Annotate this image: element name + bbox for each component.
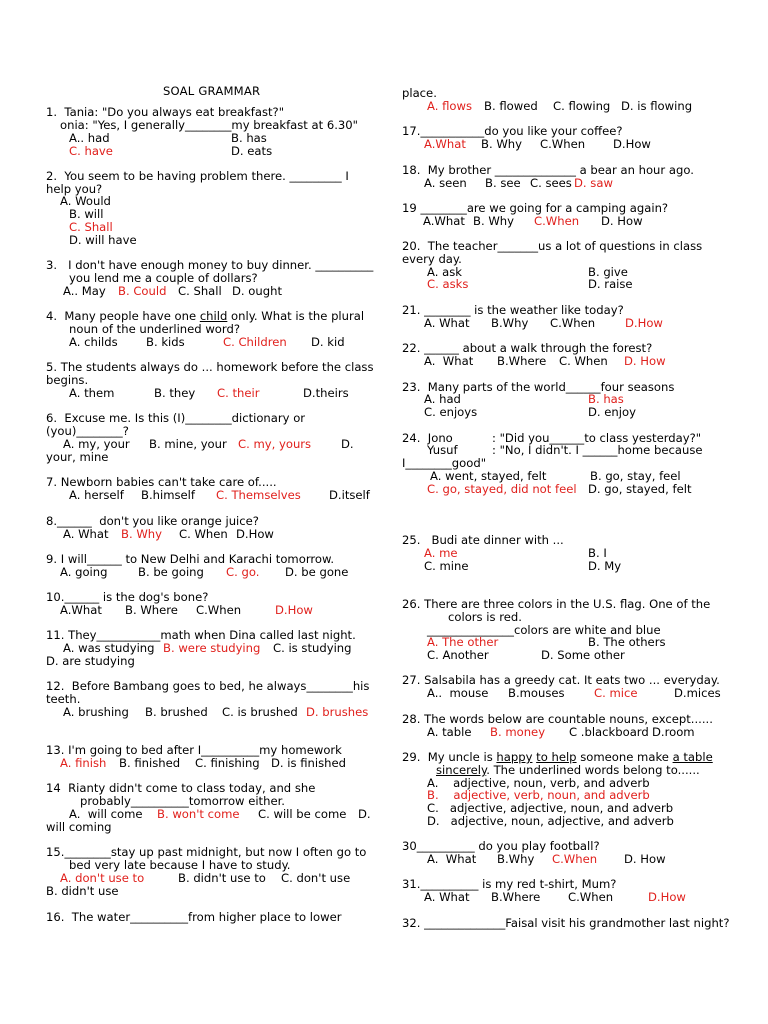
answer-option-c: C. go. — [226, 565, 260, 579]
option-a: A. had — [424, 392, 461, 406]
option-d: D. kid — [311, 335, 345, 349]
option-c: C. sees — [530, 176, 572, 190]
option-a: A. What — [424, 354, 474, 368]
option-c: C.When — [550, 316, 596, 330]
answer-option-d: D. saw — [574, 176, 613, 190]
option-b: B. didn't use to — [178, 871, 266, 885]
option-c: C.When — [196, 603, 242, 617]
answer-option-a: A.What — [424, 137, 466, 151]
option-c: C. Shall — [178, 284, 222, 298]
answer-option-a: A. The other — [427, 635, 499, 649]
option-c: C. adjective, adjective, noun, and adverb — [427, 801, 674, 815]
option-d: D.theirs — [303, 386, 349, 400]
option-d: D.How — [613, 137, 651, 151]
option-c: C. mine — [424, 559, 469, 573]
option-d: B. didn't use — [46, 884, 119, 898]
option-a: A. What — [63, 527, 109, 541]
option-a: A. brushing — [63, 705, 129, 719]
answer-option-a: A. flows — [427, 99, 473, 113]
answer-option-d: D. brushes — [306, 705, 369, 719]
answer-option-c: C. go, stayed, did not feel — [427, 482, 577, 496]
option-c: C. enjoys — [424, 405, 478, 419]
option-c: C. is studying — [273, 641, 352, 655]
answer-option-a: A. me — [424, 546, 458, 560]
option-a: A.. had — [69, 131, 110, 145]
option-b: B.Where — [497, 354, 547, 368]
option-a: A. adjective, noun, verb, and adverb — [427, 776, 650, 790]
option-a: A. my, your — [63, 437, 130, 451]
option-a: A. seen — [424, 176, 467, 190]
option-a: A. ask — [427, 265, 462, 279]
option-b: B. I — [588, 546, 607, 560]
answer-option-c: C. Children — [223, 335, 287, 349]
underlined-word: child — [199, 309, 228, 323]
option-c: C. Another — [427, 648, 489, 662]
answer-option-c: C. mice — [594, 686, 638, 700]
answer-option-a: A. don't use to — [60, 871, 145, 885]
option-b: B. mine, your — [149, 437, 227, 451]
option-b: B.himself — [141, 488, 195, 502]
option-d: D. ought — [232, 284, 282, 298]
underlined-word: to help — [536, 750, 577, 764]
option-c: C. When — [559, 354, 608, 368]
option-b: B. they — [154, 386, 196, 400]
option-b: B.Why — [491, 316, 529, 330]
option-d: D.mices — [674, 686, 721, 700]
answer-option-c: C. my, yours — [238, 437, 312, 451]
option-b: B.mouses — [508, 686, 565, 700]
option-b: B. Why — [473, 214, 514, 228]
underlined-word: a table — [672, 750, 713, 764]
option-a: A. went, stayed, felt — [430, 469, 547, 483]
option-c: C. When — [179, 527, 228, 541]
answer-option-c: C.When — [552, 852, 598, 866]
option-a: A. Would — [60, 194, 111, 208]
answer-option-d: D.How — [275, 603, 313, 617]
option-d: D.itself — [329, 488, 370, 502]
option-c: C.When — [568, 890, 614, 904]
option-b: B. give — [588, 265, 628, 279]
answer-option-d: D.How — [625, 316, 663, 330]
option-d: D. be gone — [285, 565, 349, 579]
option-a: A.What — [423, 214, 465, 228]
option-c: C.When — [540, 137, 586, 151]
option-a: A. What — [424, 316, 470, 330]
option-d: D.How — [236, 527, 274, 541]
option-a: A.. May — [63, 284, 106, 298]
option-a: A. What — [427, 852, 477, 866]
option-b: B. see — [485, 176, 521, 190]
option-a: A. them — [69, 386, 115, 400]
option-d: D. — [358, 807, 371, 821]
option-d: D. — [341, 437, 354, 451]
option-d: D.room — [652, 725, 695, 739]
option-d: D. will have — [69, 233, 137, 247]
option-d: D. go, stayed, felt — [588, 482, 692, 496]
answer-option-a: A. finish — [60, 756, 107, 770]
answer-option-c: C. their — [217, 386, 260, 400]
option-b: B.Where — [491, 890, 541, 904]
option-c: C. is brushed — [222, 705, 298, 719]
answer-option-d: D.How — [648, 890, 686, 904]
answer-option-b: B. has — [588, 392, 624, 406]
option-a: A. table — [427, 725, 472, 739]
option-b: B. The others — [588, 635, 666, 649]
answer-option-b: B. adjective, verb, noun, and adverb — [427, 788, 650, 802]
option-d: D. My — [588, 559, 622, 573]
option-d: D. Some other — [541, 648, 625, 662]
option-b: B. brushed — [145, 705, 208, 719]
option-d: D. How — [624, 852, 666, 866]
option-d: D. How — [601, 214, 643, 228]
option-d: D. is flowing — [621, 99, 693, 113]
option-b: B. will — [69, 207, 104, 221]
option-b: B. go, stay, feel — [590, 469, 681, 483]
answer-option-c: C. Themselves — [216, 488, 301, 502]
option-b: B. kids — [146, 335, 185, 349]
option-b: B. finished — [119, 756, 181, 770]
option-c: C .blackboard — [569, 725, 649, 739]
option-a: A. What — [424, 890, 470, 904]
underlined-word: happy — [496, 750, 533, 764]
option-d: D. is finished — [271, 756, 346, 770]
option-a: A. going — [60, 565, 108, 579]
option-a: A.. mouse — [427, 686, 489, 700]
option-c: C. flowing — [553, 99, 611, 113]
option-b: B.Why — [497, 852, 535, 866]
option-b: B. flowed — [484, 99, 538, 113]
option-b: B. has — [231, 131, 267, 145]
page-title: SOAL GRAMMAR — [163, 84, 261, 98]
option-b: B. Where — [125, 603, 178, 617]
option-c: C. finishing — [195, 756, 260, 770]
option-b: B. Why — [481, 137, 522, 151]
answer-option-b: B. were studying — [163, 641, 261, 655]
option-a: A. herself — [69, 488, 124, 502]
option-d: D. raise — [588, 277, 633, 291]
option-d: D. are studying — [46, 654, 135, 668]
answer-option-c: C.When — [534, 214, 580, 228]
option-c: C. don't use — [281, 871, 351, 885]
option-b: B. be going — [138, 565, 204, 579]
option-a: A. childs — [69, 335, 118, 349]
answer-option-b: B. Could — [118, 284, 167, 298]
option-d: D. enjoy — [588, 405, 636, 419]
option-d: D. adjective, noun, adjective, and adverb — [427, 814, 674, 828]
answer-option-c: C. asks — [427, 277, 469, 291]
option-a: A.What — [60, 603, 102, 617]
answer-option-c: C. have — [69, 144, 113, 158]
answer-option-b: B. won't come — [157, 807, 240, 821]
answer-option-b: B. money — [490, 725, 546, 739]
answer-option-b: B. Why — [121, 527, 162, 541]
answer-option-c: C. Shall — [69, 220, 113, 234]
option-a: A. will come — [69, 807, 143, 821]
answer-option-d: D. How — [624, 354, 666, 368]
option-d: D. eats — [231, 144, 273, 158]
option-a: A. was studying — [63, 641, 155, 655]
option-c: C. will be come — [258, 807, 347, 821]
underlined-word: sincerely — [436, 763, 487, 777]
